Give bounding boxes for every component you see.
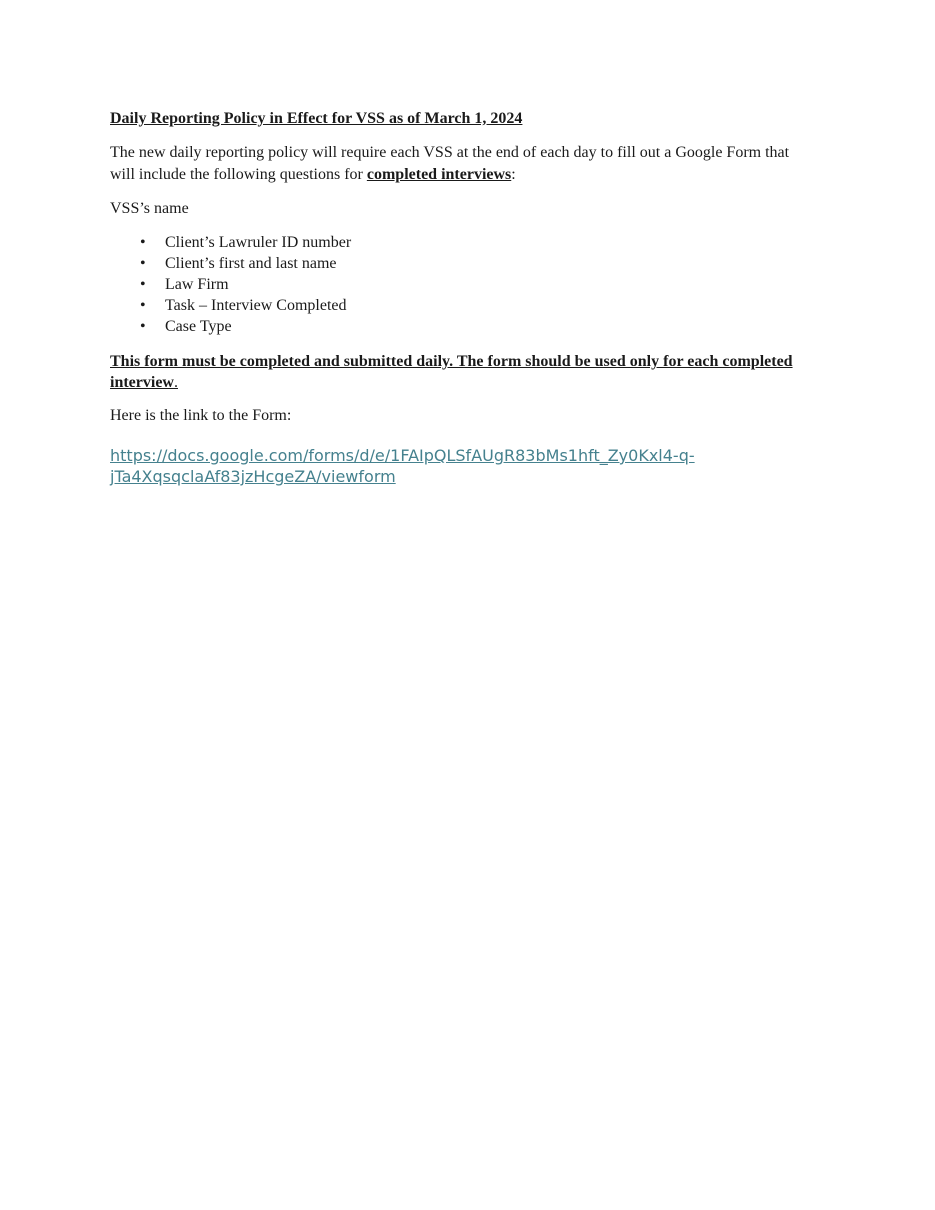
vss-name-line: VSS’s name <box>110 200 189 217</box>
question-list <box>110 232 813 337</box>
list-item <box>110 253 813 274</box>
document-title: Daily Reporting Policy in Effect for VSS as of March 1, 2024 <box>110 110 523 127</box>
mandate-paragraph <box>110 351 813 393</box>
google-form-link-line1: https://docs.google.com/forms/d/e/1FAIpQLSfAUgR83bMs1hft_Zy0Kxl4-q- <box>110 446 695 465</box>
bullet-icon: • <box>140 276 146 293</box>
list-item-label: Client’s Lawruler ID number <box>165 234 352 251</box>
link-paragraph <box>110 446 813 488</box>
intro-paragraph <box>110 142 813 186</box>
list-item <box>110 316 813 337</box>
list-item <box>110 295 813 316</box>
list-item-label: Case Type <box>165 318 232 335</box>
intro-colon: : <box>511 166 516 183</box>
list-item-label: Client’s first and last name <box>165 255 337 272</box>
google-form-link[interactable] <box>110 446 695 486</box>
mandate-underline <box>110 353 793 391</box>
list-item <box>110 232 813 253</box>
list-item <box>110 274 813 295</box>
intro-emphasis: completed interviews <box>366 166 512 183</box>
bullet-icon: • <box>140 234 146 251</box>
intro-text: The new daily reporting policy will require each VSS at the end of each day to fill out a Google Form that will include the following questions for <box>110 144 790 183</box>
list-item-label: Task – Interview Completed <box>165 297 347 314</box>
bullet-icon: • <box>140 297 146 314</box>
mandate-period: . <box>173 374 178 391</box>
google-form-link-line2: jTa4XqsqclaAf83jzHcgeZA/viewform <box>110 467 396 486</box>
bullet-icon: • <box>140 255 146 272</box>
bullet-icon: • <box>140 318 146 335</box>
link-intro-line: Here is the link to the Form: <box>110 407 292 424</box>
list-item-label: Law Firm <box>165 276 229 293</box>
mandate-emphasis: This form must be completed and submitted daily. The form should be used only for each completed interview <box>110 353 793 391</box>
